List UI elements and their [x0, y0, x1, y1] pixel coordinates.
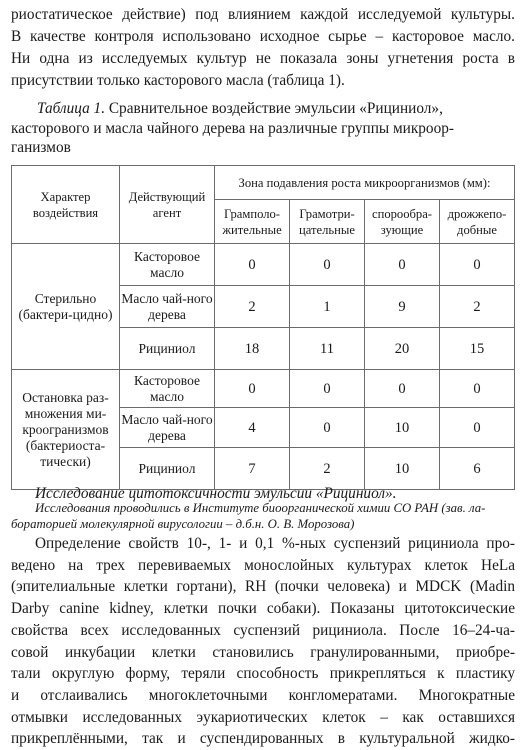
agent-cell: Рициниол: [120, 448, 215, 490]
header-spore-forming: спорообра-зующие: [365, 200, 440, 244]
paragraph-line: ведено на трех перевиваемых монослойных культурах клеток HeLa: [11, 556, 515, 574]
value-cell: 2: [215, 286, 290, 328]
agent-cell: Рициниол: [120, 328, 215, 370]
value-cell: 2: [290, 448, 365, 490]
caption-line: ганизмов: [11, 139, 71, 156]
paragraph-line: совой инкубации клетки становились гранулированными, приобре-: [11, 643, 515, 661]
header-gram-positive: Грамполо-жительные: [215, 200, 290, 244]
header-yeast-like: дрожжепо-добные: [440, 200, 515, 244]
intro-line: присутствии только касторового масла (таблица 1).: [11, 72, 345, 89]
paragraph-line: Darby canine kidney, клетки почки собаки). Показаны цитотоксические: [11, 600, 515, 618]
value-cell: 0: [290, 408, 365, 448]
paragraph-line: свойства всех исследованных суспензий рициниола. После 16–24-ча-: [11, 621, 515, 639]
value-cell: 0: [440, 244, 515, 286]
intro-line: Ни одна из исследуемых культур не показала зоны угнетения роста в: [11, 50, 515, 67]
group-label: Остановка раз-множения ми-кроогранизмов (бактериоста-тически): [12, 370, 120, 490]
paragraph-line: прикреплёнными, так и суспендированных в культуральной жидко-: [11, 730, 515, 748]
agent-cell: Масло чай-ного дерева: [120, 408, 215, 448]
caption-line: Сравнительное воздействие эмульсии «Рициниол»,: [108, 100, 443, 117]
value-cell: 0: [365, 244, 440, 286]
paragraph-line: (эпителиальные клетки гортани), RH (почки человека) и MDCK (Madin: [11, 578, 515, 596]
header-gram-negative: Грамотри-цательные: [290, 200, 365, 244]
table-caption: [11, 99, 515, 158]
paragraph-line: тали округлую форму, теряли способность прикрепляться к пластику: [11, 665, 515, 683]
value-cell: 0: [290, 370, 365, 408]
value-cell: 7: [215, 448, 290, 490]
value-cell: 0: [215, 370, 290, 408]
value-cell: 0: [215, 244, 290, 286]
intro-line: риостатическое действие) под влиянием каждой исследуемой культуры.: [11, 6, 515, 23]
value-cell: 0: [290, 244, 365, 286]
section-heading: Исследование цитотоксичности эмульсии «Рициниол».: [35, 485, 397, 502]
value-cell: 11: [290, 328, 365, 370]
value-cell: 1: [290, 286, 365, 328]
group-label: Стерильно (бактери-цидно): [12, 244, 120, 370]
header-zone: Зона подавления роста микроорганизмов (мм):: [215, 166, 515, 200]
results-table: [11, 165, 515, 490]
body-paragraph: [11, 533, 515, 750]
header-effect-type: Характер воздействия: [12, 166, 120, 244]
agent-cell: Масло чай-ного дерева: [120, 286, 215, 328]
value-cell: 18: [215, 328, 290, 370]
agent-cell: Касторовое масло: [120, 244, 215, 286]
paragraph-line: отмывки исследованных эукариотических клеток – как оставшихся: [11, 708, 515, 726]
note-line: Исследования проводились в Институте биоорганической химии СО РАН (зав. ла-: [35, 501, 486, 515]
value-cell: 2: [440, 286, 515, 328]
value-cell: 0: [365, 370, 440, 408]
paragraph-line: и отслаивались многоклеточными конгломератами. Многократные: [11, 686, 515, 704]
value-cell: 9: [365, 286, 440, 328]
value-cell: 0: [440, 408, 515, 448]
intro-paragraph: [11, 4, 515, 92]
intro-line: В качестве контроля использовано исходное сырье – касторовое масло.: [11, 28, 515, 45]
value-cell: 4: [215, 408, 290, 448]
value-cell: 10: [365, 448, 440, 490]
value-cell: 15: [440, 328, 515, 370]
caption-line: касторового и масла чайного дерева на различные группы микроор-: [11, 119, 454, 137]
note-line: бораторией молекулярной вирусологии – д.б.н. О. В. Морозова): [11, 516, 355, 531]
section-note: [11, 501, 515, 532]
value-cell: 20: [365, 328, 440, 370]
value-cell: 6: [440, 448, 515, 490]
agent-cell: Касторовое масло: [120, 370, 215, 408]
value-cell: 0: [440, 370, 515, 408]
paragraph-line: Определение свойств 10-, 1- и 0,1 %-ных суспензий рициниола про-: [35, 535, 515, 552]
value-cell: 10: [365, 408, 440, 448]
header-agent: Действующий агент: [120, 166, 215, 244]
caption-label: Таблица 1.: [37, 100, 106, 117]
